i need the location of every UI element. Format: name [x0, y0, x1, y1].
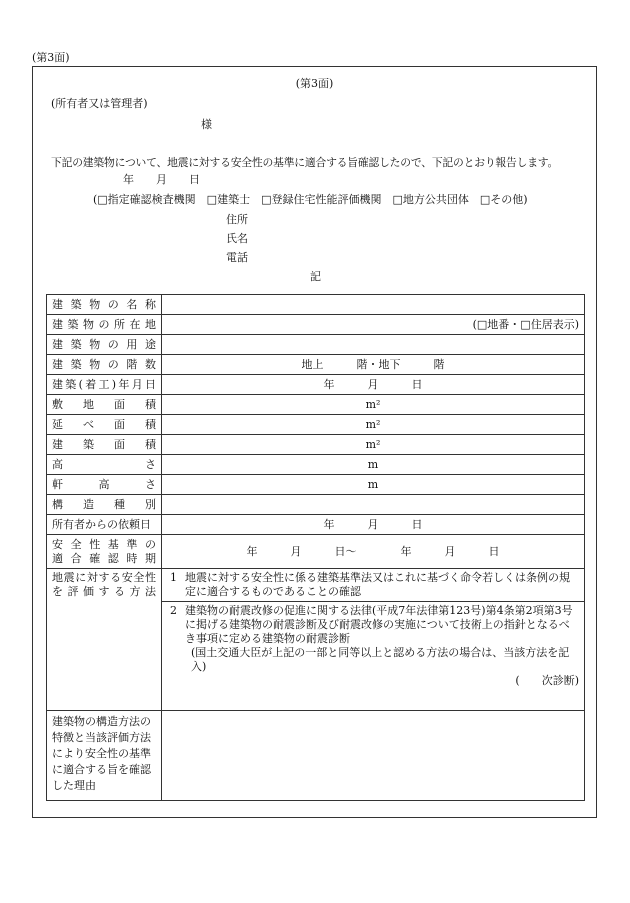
structure-type-label: 構造種別 — [47, 495, 162, 515]
report-form — [32, 66, 597, 818]
construction-date-value[interactable]: 年 月 日 — [162, 375, 585, 395]
building-location-value[interactable] — [162, 315, 585, 335]
building-location-label: 建築物の所在地 — [47, 315, 162, 335]
reason-value[interactable] — [162, 711, 585, 801]
table-row — [47, 569, 585, 711]
construction-date-label: 建築(着工)年月日 — [47, 375, 162, 395]
table-row — [47, 315, 585, 335]
location-type-note: (□地番・□住居表示) — [472, 317, 579, 331]
table-row — [47, 455, 585, 475]
eave-height-value[interactable]: m — [162, 475, 585, 495]
building-use-value[interactable] — [162, 335, 585, 355]
floors-value[interactable]: 地上 階・地下 階 — [162, 355, 585, 375]
request-date-value[interactable]: 年 月 日 — [162, 515, 585, 535]
eave-height-label: 軒高さ — [47, 475, 162, 495]
total-floor-area-label: 延べ面積 — [47, 415, 162, 435]
check-period-label-line2: 適合確認時期 — [52, 551, 156, 565]
height-label: 高さ — [47, 455, 162, 475]
check-period-label — [47, 535, 162, 569]
page-number-label: (第3面) — [32, 51, 70, 64]
check-period-value[interactable]: 年 月 日〜 年 月 日 — [162, 535, 585, 569]
table-row — [47, 535, 585, 569]
reporter-address-label: 住所 — [226, 213, 248, 226]
statement-text: 下記の建築物について、地震に対する安全性の基準に適合する旨確認したので、下記のとおり報告します。 — [51, 156, 559, 169]
method-divider — [162, 601, 584, 602]
building-info-table — [46, 294, 585, 801]
ki-heading: 記 — [310, 270, 321, 283]
reason-label: 建築物の構造方法の特徴と当該評価方法により安全性の基準に適合する旨を確認した理由 — [47, 711, 162, 801]
table-row — [47, 295, 585, 315]
reporter-type-options: (□指定確認検査機関 □建築士 □登録住宅性能評価機関 □地方公共団体 □その他) — [93, 193, 528, 206]
building-use-label: 建築物の用途 — [47, 335, 162, 355]
height-value[interactable]: m — [162, 455, 585, 475]
method-option-2 — [167, 604, 579, 688]
total-floor-area-value[interactable]: m² — [162, 415, 585, 435]
building-name-value[interactable] — [162, 295, 585, 315]
diagnosis-order[interactable]: ( 次診断) — [515, 674, 579, 687]
building-name-label: 建築物の名称 — [47, 295, 162, 315]
form-heading: (第3面) — [295, 77, 334, 90]
table-row — [47, 375, 585, 395]
evaluation-method-label — [47, 569, 162, 711]
table-row — [47, 435, 585, 455]
table-row — [47, 355, 585, 375]
request-date-label: 所有者からの依頼日 — [47, 515, 162, 535]
addressee-label: (所有者又は管理者) — [51, 97, 148, 110]
table-row — [47, 415, 585, 435]
table-row — [47, 335, 585, 355]
method-option-1-text: 地震に対する安全性に係る建築基準法又はこれに基づく命令若しくは条例の規定に適合するものであることの確認 — [185, 571, 570, 598]
table-row — [47, 475, 585, 495]
reporter-name-label: 氏名 — [226, 232, 248, 245]
method-option-1-number: 1 — [170, 571, 177, 584]
evaluation-method-label-line2: を評価する方法 — [52, 585, 156, 598]
building-area-label: 建築面積 — [47, 435, 162, 455]
table-row — [47, 395, 585, 415]
building-area-value[interactable]: m² — [162, 435, 585, 455]
method-option-2-number: 2 — [170, 604, 177, 617]
method-option-2-text: 建築物の耐震改修の促進に関する法律(平成7年法律第123号)第4条第2項第3号に掲げる建築物の耐震診断及び耐震改修の実施について技術上の指針となるべき事項に定める建築物の耐震診断 — [185, 604, 573, 645]
table-row — [47, 711, 585, 801]
site-area-value[interactable]: m² — [162, 395, 585, 415]
check-period-label-line1: 安全性基準の — [52, 537, 156, 551]
reporter-phone-label: 電話 — [226, 251, 248, 264]
site-area-label: 敷地面積 — [47, 395, 162, 415]
table-row — [47, 515, 585, 535]
evaluation-method-options — [162, 569, 585, 711]
report-date: 年 月 日 — [123, 173, 200, 186]
evaluation-method-label-line1: 地震に対する安全性 — [52, 571, 156, 584]
floors-label: 建築物の階数 — [47, 355, 162, 375]
table-row — [47, 495, 585, 515]
structure-type-value[interactable] — [162, 495, 585, 515]
method-option-1 — [167, 571, 579, 599]
honorific: 様 — [201, 118, 212, 131]
method-option-2-note: (国土交通大臣が上記の一部と同等以上と認める方法の場合は、当該方法を記入) — [191, 646, 570, 673]
